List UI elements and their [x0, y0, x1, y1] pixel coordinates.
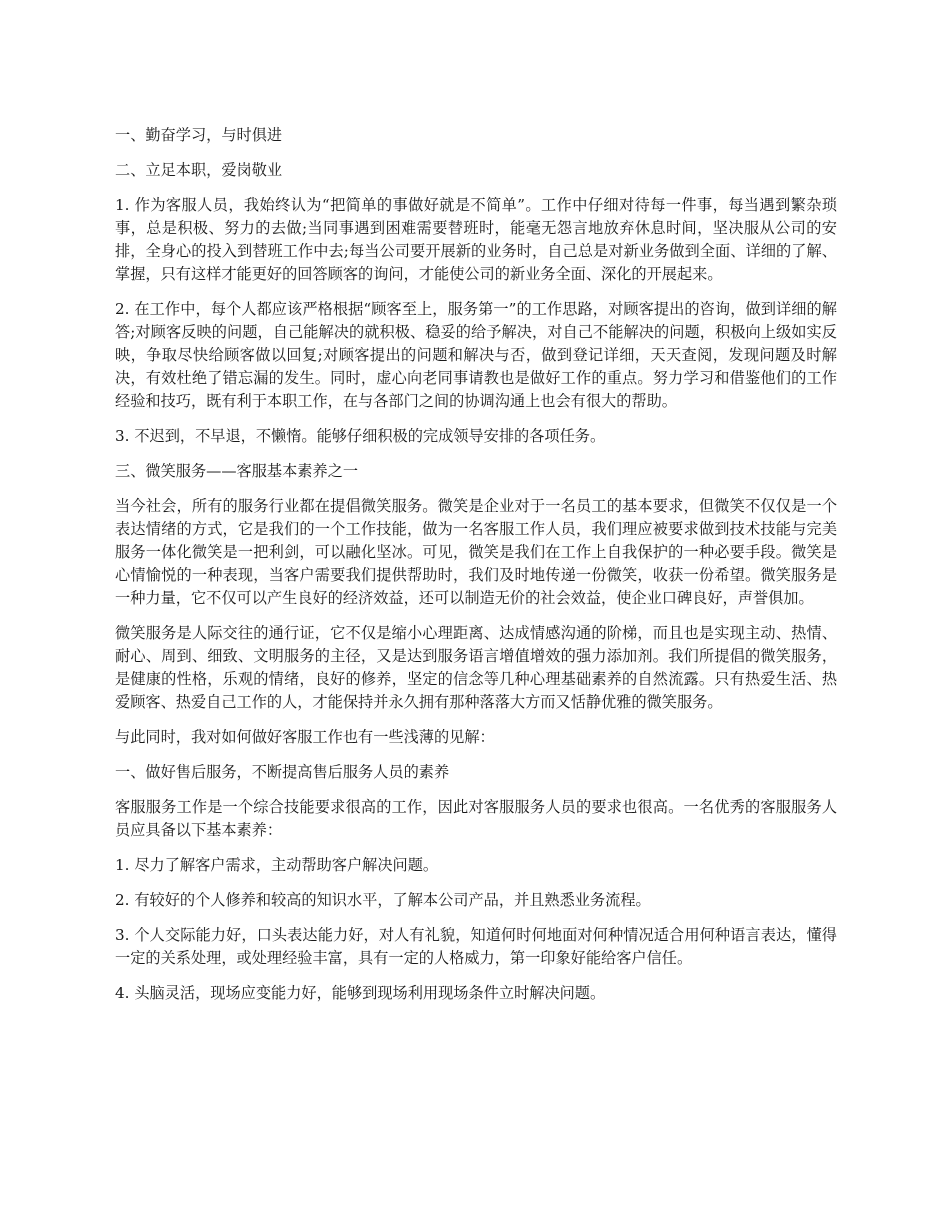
body-paragraph: 3. 不迟到，不早退，不懒惰。能够仔细积极的完成领导安排的各项任务。: [115, 427, 606, 445]
body-paragraph: 当今社会，所有的服务行业都在提倡微笑服务。微笑是企业对于一名员工的基本要求，但微笑不仅仅是一个表达情绪的方式，它是我们的一个工作技能，做为一名客服工作人员，我们理应被要求做到技术技能与完美服务一体化微笑是一把利剑，可以融化坚冰。可见，微笑是我们在工作上自我保护的一种必要手段。微笑是心情愉悦的一种表现，当客户需要我们提供帮助时，我们及时地传递一份微笑，收获一份希望。微笑服务是一种力量，它不仅可以产生良好的经济效益，还可以制造无价的社会效益，使企业口碑良好，声誉俱加。: [115, 497, 837, 607]
list-item: 4. 头脑灵活，现场应变能力好，能够到现场利用现场条件立时解决问题。: [115, 984, 606, 1002]
body-paragraph: 与此同时，我对如何做好客服工作也有一些浅薄的见解：: [115, 728, 495, 746]
document-page: [115, 124, 837, 1017]
body-paragraph: 微笑服务是人际交往的通行证，它不仅是缩小心理距离、达成情感沟通的阶梯，而且也是实现主动、热情、耐心、周到、细致、文明服务的主径，又是达到服务语言增值增效的强力添加剂。我们所提倡的微笑服务，是健康的性格，乐观的情绪，良好的修养，坚定的信念等几种心理基础素养的自然流露。只有热爱生活、热爱顾客、热爱自己工作的人，才能保持并永久拥有那种落落大方而又恬静优雅的微笑服务。: [115, 624, 837, 711]
list-item: 3. 个人交际能力好，口头表达能力好，对人有礼貌，知道何时何地面对何种情况适合用何种语言表达，懂得一定的关系处理，或处理经验丰富，具有一定的人格威力，第一印象好能给客户信任。: [115, 926, 837, 967]
body-paragraph: 2. 在工作中，每个人都应该严格根据“顾客至上，服务第一”的工作思路，对顾客提出的咨询，做到详细的解答;对顾客反映的问题，自己能解决的就积极、稳妥的给予解决，对自己不能解决的问题，积极向上级如实反映，争取尽快给顾客做以回复;对顾客提出的问题和解决与否，做到登记详细，天天查阅，发现问题及时解决，有效杜绝了错忘漏的发生。同时，虚心向老同事请教也是做好工作的重点。努力学习和借鉴他们的工作经验和技巧，既有利于本职工作，在与各部门之间的协调沟通上也会有很大的帮助。: [115, 300, 837, 410]
body-paragraph: 1. 作为客服人员，我始终认为“把简单的事做好就是不简单”。工作中仔细对待每一件事，每当遇到繁杂琐事，总是积极、努力的去做;当同事遇到困难需要替班时，能毫无怨言地放弃休息时间，坚决服从公司的安排，全身心的投入到替班工作中去;每当公司要开展新的业务时，自己总是对新业务做到全面、详细的了解、掌握，只有这样才能更好的回答顾客的询问，才能使公司的新业务全面、深化的开展起来。: [115, 196, 837, 283]
section-heading-3: 三、微笑服务——客服基本素养之一: [115, 462, 358, 480]
list-item: 2. 有较好的个人修养和较高的知识水平，了解本公司产品，并且熟悉业务流程。: [115, 891, 651, 909]
section-heading-1: 一、勤奋学习，与时俱进: [115, 126, 283, 144]
section-heading-4: 一、做好售后服务，不断提高售后服务人员的素养: [115, 763, 450, 781]
body-paragraph: 客服服务工作是一个综合技能要求很高的工作，因此对客服服务人员的要求也很高。一名优秀的客服服务人员应具备以下基本素养：: [115, 798, 837, 839]
section-heading-2: 二、立足本职，爱岗敬业: [115, 161, 283, 179]
list-item: 1. 尽力了解客户需求，主动帮助客户解决问题。: [115, 856, 439, 874]
